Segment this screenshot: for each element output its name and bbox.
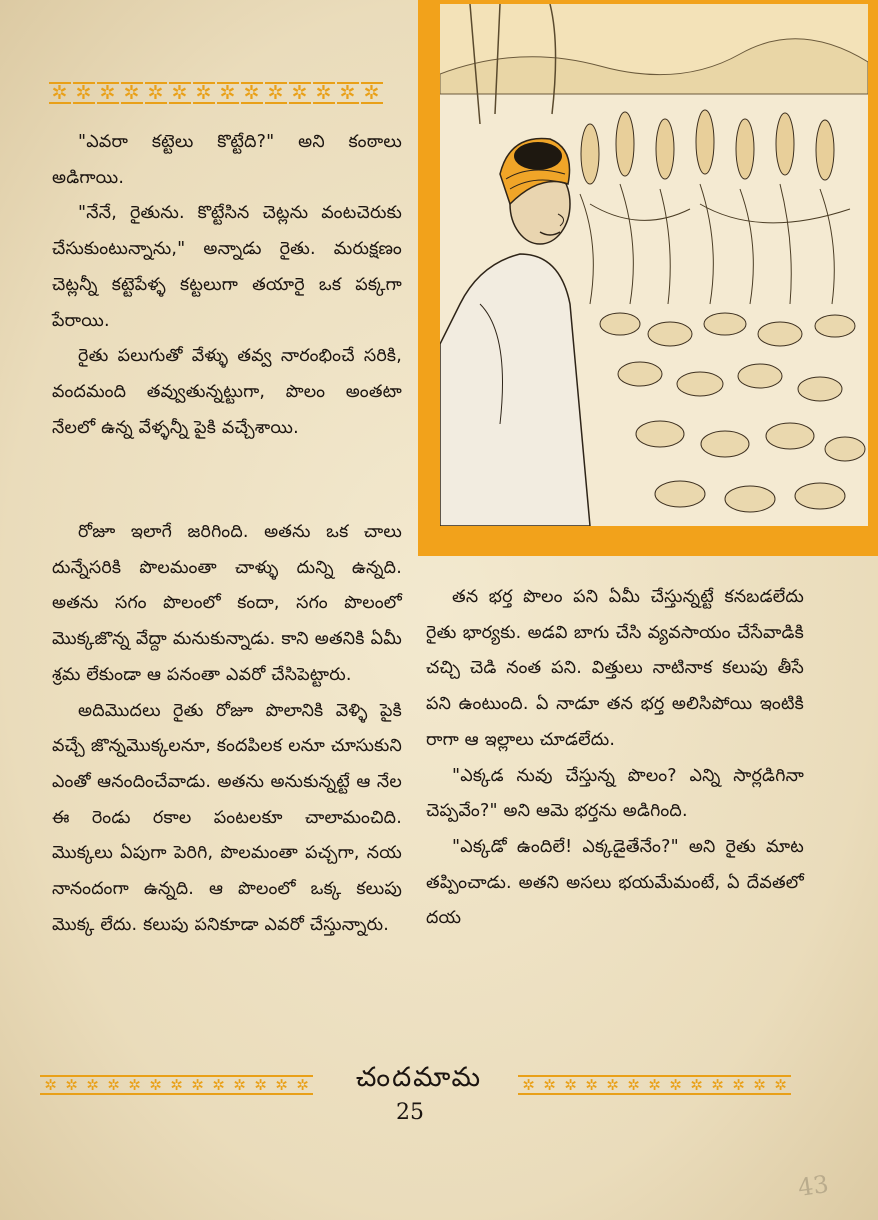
story-illustration	[418, 0, 878, 556]
right-column-text	[426, 580, 804, 937]
decorative-border-footer-right: ✲ ✲ ✲ ✲ ✲ ✲ ✲ ✲ ✲ ✲ ✲ ✲ ✲	[518, 1072, 796, 1098]
left-column-top-text	[52, 125, 402, 446]
paragraph: "ఎక్కడో ఉందిలే! ఎక్కడైతేనేం?" అని రైతు మాట తప్పించాడు. అతని అసలు భయమేమంటే, ఏ దేవతలో దయ	[426, 836, 804, 929]
page-number: 25	[396, 1100, 424, 1125]
paragraph: "నేనే, రైతును. కొట్టేసిన చెట్లను వంటచెరుకు చేసుకుంటున్నాను," అన్నాడు రైతు. మరుక్షణం చెట్లన్నీ కట్టెపేళ్ళ కట్టలుగా తయారై ఒక పక్కగా పేరాయి.	[52, 203, 402, 331]
paragraph: "ఎక్కడ నువు చేస్తున్న పొలం? ఎన్ని సార్లడిగినా చెప్పవేం?" అని ఆమె భర్తను అడిగింది.	[426, 765, 804, 822]
left-column-bottom-text	[52, 515, 402, 943]
decorative-border-footer-left: ✲ ✲ ✲ ✲ ✲ ✲ ✲ ✲ ✲ ✲ ✲ ✲ ✲	[40, 1072, 315, 1098]
paragraph: "ఎవరా కట్టెలు కొట్టేది?" అని కంఠాలు అడిగాయి.	[52, 132, 402, 188]
handwritten-page-mark: 43	[796, 1170, 831, 1202]
paragraph: అదిమొదలు రైతు రోజూ పొలానికి వెళ్ళి పైకి వచ్చే జొన్నమొక్కలనూ, కందపిలక లనూ చూసుకుని ఎంతో ఆనందించేవాడు. అతను అనుకున్నట్టే ఆ నేల ఈ రెండు రకాల పంటలకూ చాలామంచిది. మొక్కలు ఏపుగా పెరిగి, పొలమంతా పచ్చగా, నయ నానందంగా ఉన్నది. ఆ పొలంలో ఒక్క కలుపు మొక్క లేదు. కలుపు పనికూడా ఎవరో చేస్తున్నారు.	[52, 700, 402, 935]
decorative-border-top: ✲ ✲ ✲ ✲ ✲ ✲ ✲ ✲ ✲ ✲ ✲ ✲ ✲ ✲	[38, 80, 394, 106]
magazine-name: చందమామ	[355, 1062, 483, 1093]
farmer-corn-field-drawing	[440, 4, 868, 526]
paragraph: రైతు పలుగుతో వేళ్ళు తవ్వ నారంభించే సరికి, వందమంది తవ్వుతున్నట్టుగా, పొలం అంతటా నేలలో ఉన్న వేళ్ళన్నీ పైకి వచ్చేశాయి.	[52, 346, 402, 438]
paragraph: రోజూ ఇలాగే జరిగింది. అతను ఒక చాలు దున్నేసరికి పొలమంతా చాళ్ళు దున్ని ఉన్నది. అతను సగం పొలంలో కందా, సగం పొలంలో మొక్కజొన్న వేద్దా మనుకున్నాడు. కాని అతనికి ఏమీ శ్రమ లేకుండా ఆ పనంతా ఎవరో చేసిపెట్టారు.	[52, 522, 402, 685]
paragraph: తన భర్త పొలం పని ఏమీ చేస్తున్నట్టే కనబడలేదు రైతు భార్యకు. అడవి బాగు చేసి వ్యవసాయం చేసేవాడికి చచ్చి చెడి నంత పని. విత్తులు నాటినాక కలుపు తీసే పని ఉంటుంది. ఏ నాడూ తన భర్త అలిసిపోయి ఇంటికి రాగా ఆ ఇల్లాలు చూడలేదు.	[426, 587, 804, 750]
